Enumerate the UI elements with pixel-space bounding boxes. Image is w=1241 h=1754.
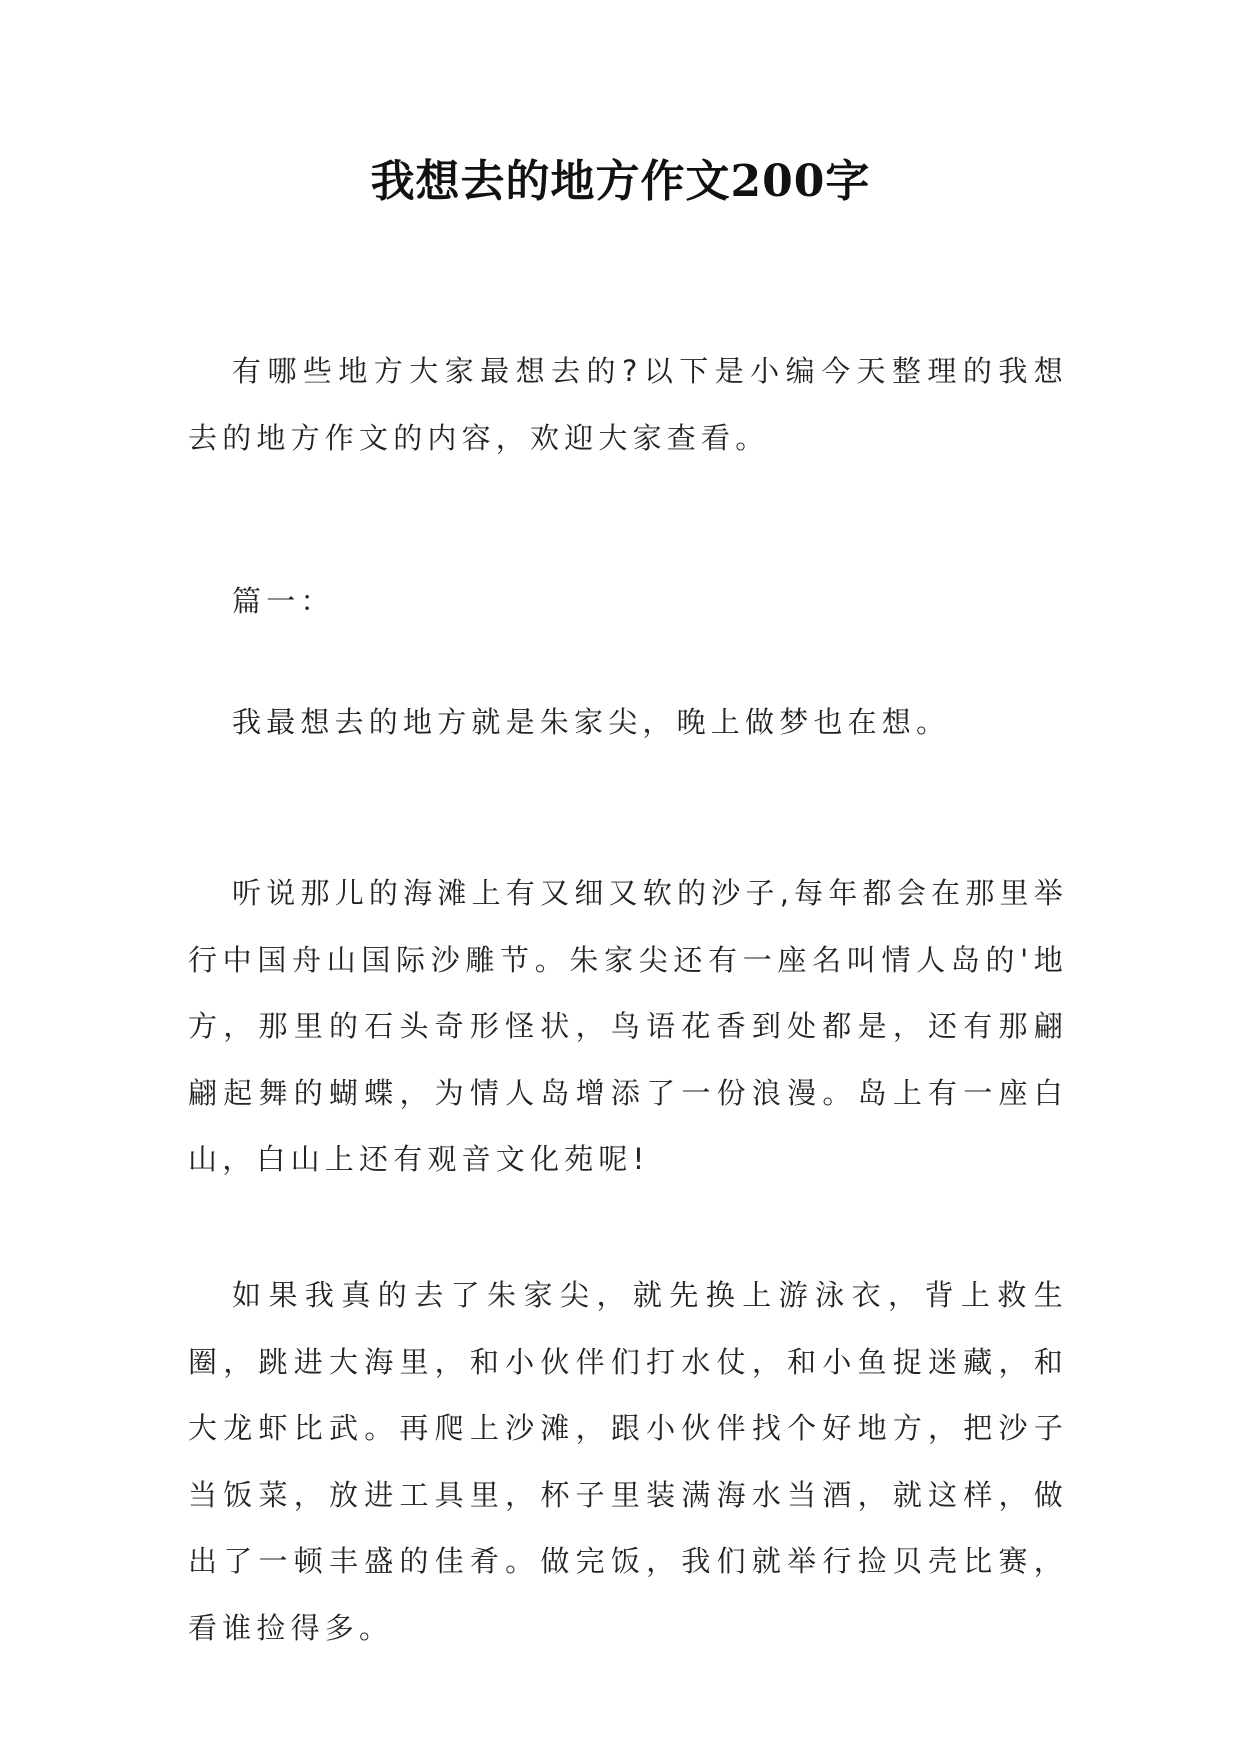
- body-paragraph-3: 如果我真的去了朱家尖，就先换上游泳衣，背上救生圈，跳进大海里，和小伙伴们打水仗，和小鱼捉迷藏，和大龙虾比武。再爬上沙滩，跟小伙伴找个好地方，把沙子当饭菜，放进工具里，杯子里装满海水当酒，就这样，做出了一顿丰盛的佳肴。做完饭，我们就举行捡贝壳比赛，看谁捡得多。: [188, 1278, 1068, 1645]
- body-paragraph-2: 听说那儿的海滩上有又细又软的沙子,每年都会在那里举行中国舟山国际沙雕节。朱家尖还有一座名叫情人岛的'地方，那里的石头奇形怪状，鸟语花香到处都是，还有那翩翩起舞的蝴蝶，为情人岛增添了一份浪漫。岛上有一座白山，白山上还有观音文化苑呢!: [188, 876, 1068, 1176]
- body-paragraph-1: 我最想去的地方就是朱家尖，晚上做梦也在想。: [232, 705, 951, 739]
- section-heading: 篇一：: [232, 584, 335, 618]
- document-title: 我想去的地方作文200字: [370, 156, 871, 207]
- intro-paragraph: 有哪些地方大家最想去的?以下是小编今天整理的我想去的地方作文的内容，欢迎大家查看。: [188, 354, 1068, 455]
